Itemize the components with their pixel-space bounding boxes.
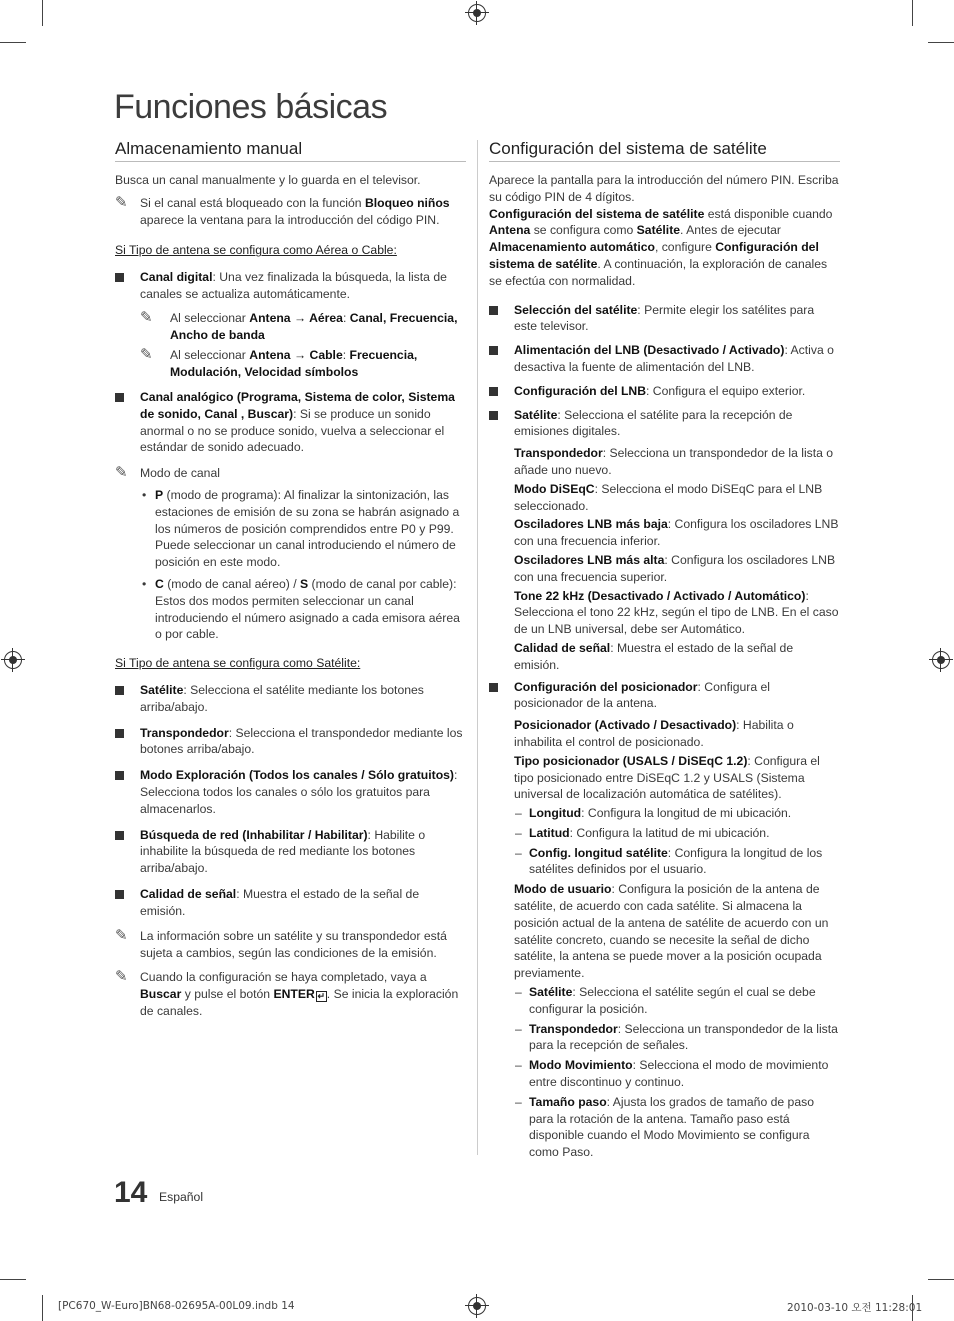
pencil-note-icon: ✎: [115, 193, 128, 211]
square-bullet-icon: [115, 393, 124, 402]
subheading-aerial-cable: Si Tipo de antena se configura como Aérea o Cable:: [115, 243, 397, 258]
sub-item-transponder: Transpondedor: Selecciona un transpondedor de la lista o añade uno nuevo.: [514, 446, 834, 477]
section-heading-satellite-system: Configuración del sistema de satélite: [489, 138, 840, 162]
square-bullet-icon: [115, 831, 124, 840]
pencil-note-icon: ✎: [115, 968, 128, 986]
crop-mark: [912, 0, 913, 26]
note-channel-mode: ✎ Modo de canal: [115, 464, 220, 482]
list-item-digital-channel: Canal digital: Una vez finalizada la búsqueda, la lista de canales se actualiza automáticamente.: [115, 269, 466, 303]
crop-mark: [42, 1295, 43, 1321]
dash-item-step-size: – Tamaño paso: Ajusta los grados de tamaño de paso para la rotación de la antena. Tamaño paso está disponible cuando el Modo Movimiento se configura como Paso.: [515, 1094, 814, 1160]
sub-item-diseqc: Modo DiSEqC: Selecciona el modo DiSEqC para el LNB seleccionado.: [514, 481, 823, 513]
square-bullet-icon: [115, 890, 124, 899]
square-bullet-icon: [489, 411, 498, 420]
sub-item-lnb-low: Osciladores LNB más baja: Configura los osciladores LNB con una frecuencia inferior.: [514, 517, 839, 549]
intro-text: Configuración del sistema de satélite está disponible cuando Antena se configura como Satélite. Antes de ejecutar Almacenamiento automático, configure Configuración del sistema de satélite. A continuación, la exploración de canales se efectúa con normalidad.: [489, 206, 833, 288]
sub-item-signal-quality: Calidad de señal: Muestra el estado de la señal de emisión.: [514, 640, 794, 672]
crop-mark: [42, 0, 43, 26]
page-title: Funciones básicas: [114, 88, 388, 126]
pencil-note-icon: ✎: [115, 927, 128, 945]
sub-item-tone: Tone 22 kHz (Desactivado / Activado / Automático): Selecciona el tono 22 kHz, según el tipo de LNB. En el caso de un LNB universal, debe ser Automático.: [514, 588, 839, 637]
page-number: 14: [114, 1176, 148, 1209]
column-divider: [477, 140, 478, 1155]
list-item-program-mode: • P (modo de programa): Al finalizar la sintonización, las estaciones de emisión de su zona se habrán asignado a los números de posición comprendidos entre P0 y P99. Puede seleccionar un canal introduciendo el número de posición en este modo.: [142, 487, 460, 570]
square-bullet-icon: [115, 273, 124, 282]
note: ✎ Al seleccionar Antena → Cable: Frecuencia, Modulación, Velocidad símbolos: [140, 346, 418, 380]
section-heading-manual-store: Almacenamiento manual: [115, 138, 466, 162]
square-bullet-icon: [115, 771, 124, 780]
registration-mark-icon: [4, 651, 22, 669]
square-bullet-icon: [115, 729, 124, 738]
list-item-scan-mode: Modo Exploración (Todos los canales / Sólo gratuitos): Selecciona todos los canales o sólo los gratuitos para almacenarlos.: [115, 767, 466, 817]
square-bullet-icon: [489, 387, 498, 396]
list-item-satellite-selection: Selección del satélite: Permite elegir los satélites para este televisor.: [489, 302, 840, 336]
sub-item-positioner-toggle: Posicionador (Activado / Desactivado): Habilita o inhabilita el control de posicionado.: [514, 718, 794, 749]
square-bullet-icon: [489, 346, 498, 355]
list-item-lnb-config: Configuración del LNB: Configura el equipo exterior.: [489, 383, 840, 400]
bullet-icon: •: [142, 487, 147, 502]
dash-item-sat-longitude: – Config. longitud satélite: Configura la longitud de los satélites definidos por el usuario.: [515, 845, 823, 877]
list-item-network-search: Búsqueda de red (Inhabilitar / Habilitar): Habilite o inhabilite la búsqueda de red mediante los botones arriba/abajo.: [115, 827, 466, 877]
pencil-note-icon: ✎: [140, 308, 153, 326]
dash-item-longitude: – Longitud: Configura la longitud de mi ubicación.: [515, 806, 792, 821]
bullet-icon: •: [142, 576, 147, 591]
registration-mark-icon: [932, 651, 950, 669]
note: ✎ Al seleccionar Antena → Aérea: Canal, Frecuencia, Ancho de banda: [140, 308, 458, 342]
intro-text: Aparece la pantalla para la introducción del número PIN. Escriba su código PIN de 4 dígitos.: [489, 173, 839, 204]
enter-icon: ↵: [317, 990, 326, 1001]
dash-item-latitude: – Latitud: Configura la latitud de mi ubicación.: [515, 825, 770, 840]
sub-item-positioner-type: Tipo posicionador (USALS / DiSEqC 1.2): Configura el tipo posicionado entre DiSEqC 1.2 y USALS (Sistema universal de localización automática de satélites).: [514, 753, 820, 802]
pencil-note-icon: ✎: [140, 346, 153, 364]
square-bullet-icon: [115, 686, 124, 695]
crop-mark: [0, 1279, 26, 1280]
note: ✎ Cuando la configuración se haya completado, vaya a Buscar y pulse el botón ENTER ↵ . Se inicia la exploración de canales.: [115, 968, 459, 1018]
square-bullet-icon: [489, 306, 498, 315]
footer-file-info: [PC670_W-Euro]BN68-02695A-00L09.indb 14: [58, 1300, 295, 1312]
right-column: [489, 138, 840, 1164]
list-item-channel-mode: • C (modo de canal aéreo) / S (modo de canal por cable): Estos dos modos permiten seleccionar un canal introduciendo el número asignado a cada emisora aérea o por cable.: [142, 576, 460, 642]
dash-item-transponder: – Transpondedor: Selecciona un transpondedor de la lista para la recepción de señales.: [515, 1021, 838, 1053]
sub-item-user-mode: Modo de usuario: Configura la posición de la antena de satélite, de acuerdo con cada satélite. Si almacena la posición actual de la antena de satélite de acuerdo con un satélite concreto, cuando se necesite la señal de dicho satélite, la antena se puede mover a la posición ocupada previamente.: [514, 882, 829, 981]
sub-item-lnb-high: Osciladores LNB más alta: Configura los osciladores LNB con una frecuencia superior.: [514, 552, 836, 584]
registration-mark-icon: [468, 4, 486, 22]
dash-item-movement-mode: – Modo Movimiento: Selecciona el modo de movimiento entre discontinuo y continuo.: [515, 1058, 829, 1090]
registration-mark-icon: [468, 1297, 486, 1315]
crop-mark: [928, 1279, 954, 1280]
square-bullet-icon: [489, 683, 498, 692]
list-item-transponder: Transpondedor: Selecciona el transpondedor mediante los botones arriba/abajo.: [115, 725, 466, 759]
page-language: Español: [159, 1190, 204, 1204]
left-column: [115, 138, 466, 1019]
pencil-note-icon: ✎: [115, 464, 128, 482]
list-item-analog-channel: Canal analógico (Programa, Sistema de color, Sistema de sonido, Canal , Buscar): Si se produce un sonido anormal o no se produce sonido, vuelva a seleccionar el estándar de sonido adecuado.: [115, 389, 466, 456]
list-item-positioner: Configuración del posicionador: Configura el posicionador de la antena.: [489, 679, 840, 713]
footer-timestamp: 2010-03-10 오전 11:28:01: [787, 1302, 923, 1314]
note: ✎ La información sobre un satélite y su transpondedor está sujeta a cambios, según las condiciones de la emisión.: [115, 927, 447, 961]
note: ✎ Si el canal está bloqueado con la función Bloqueo niños aparece la ventana para la introducción del código PIN.: [115, 193, 450, 227]
list-item-satellite: Satélite: Selecciona el satélite mediante los botones arriba/abajo.: [115, 682, 466, 716]
crop-mark: [928, 42, 954, 43]
intro-text: Busca un canal manualmente y lo guarda en el televisor.: [115, 173, 421, 187]
list-item-signal-quality: Calidad de señal: Muestra el estado de la señal de emisión.: [115, 886, 466, 920]
dash-item-satellite: – Satélite: Selecciona el satélite según el cual se debe configurar la posición.: [515, 985, 816, 1016]
list-item-lnb-power: Alimentación del LNB (Desactivado / Activado): Activa o desactiva la fuente de alimentación del LNB.: [489, 342, 840, 376]
subheading-satellite: Si Tipo de antena se configura como Satélite:: [115, 656, 361, 671]
list-item-satellite: Satélite: Selecciona el satélite para la recepción de emisiones digitales.: [489, 407, 840, 441]
crop-mark: [0, 42, 26, 43]
